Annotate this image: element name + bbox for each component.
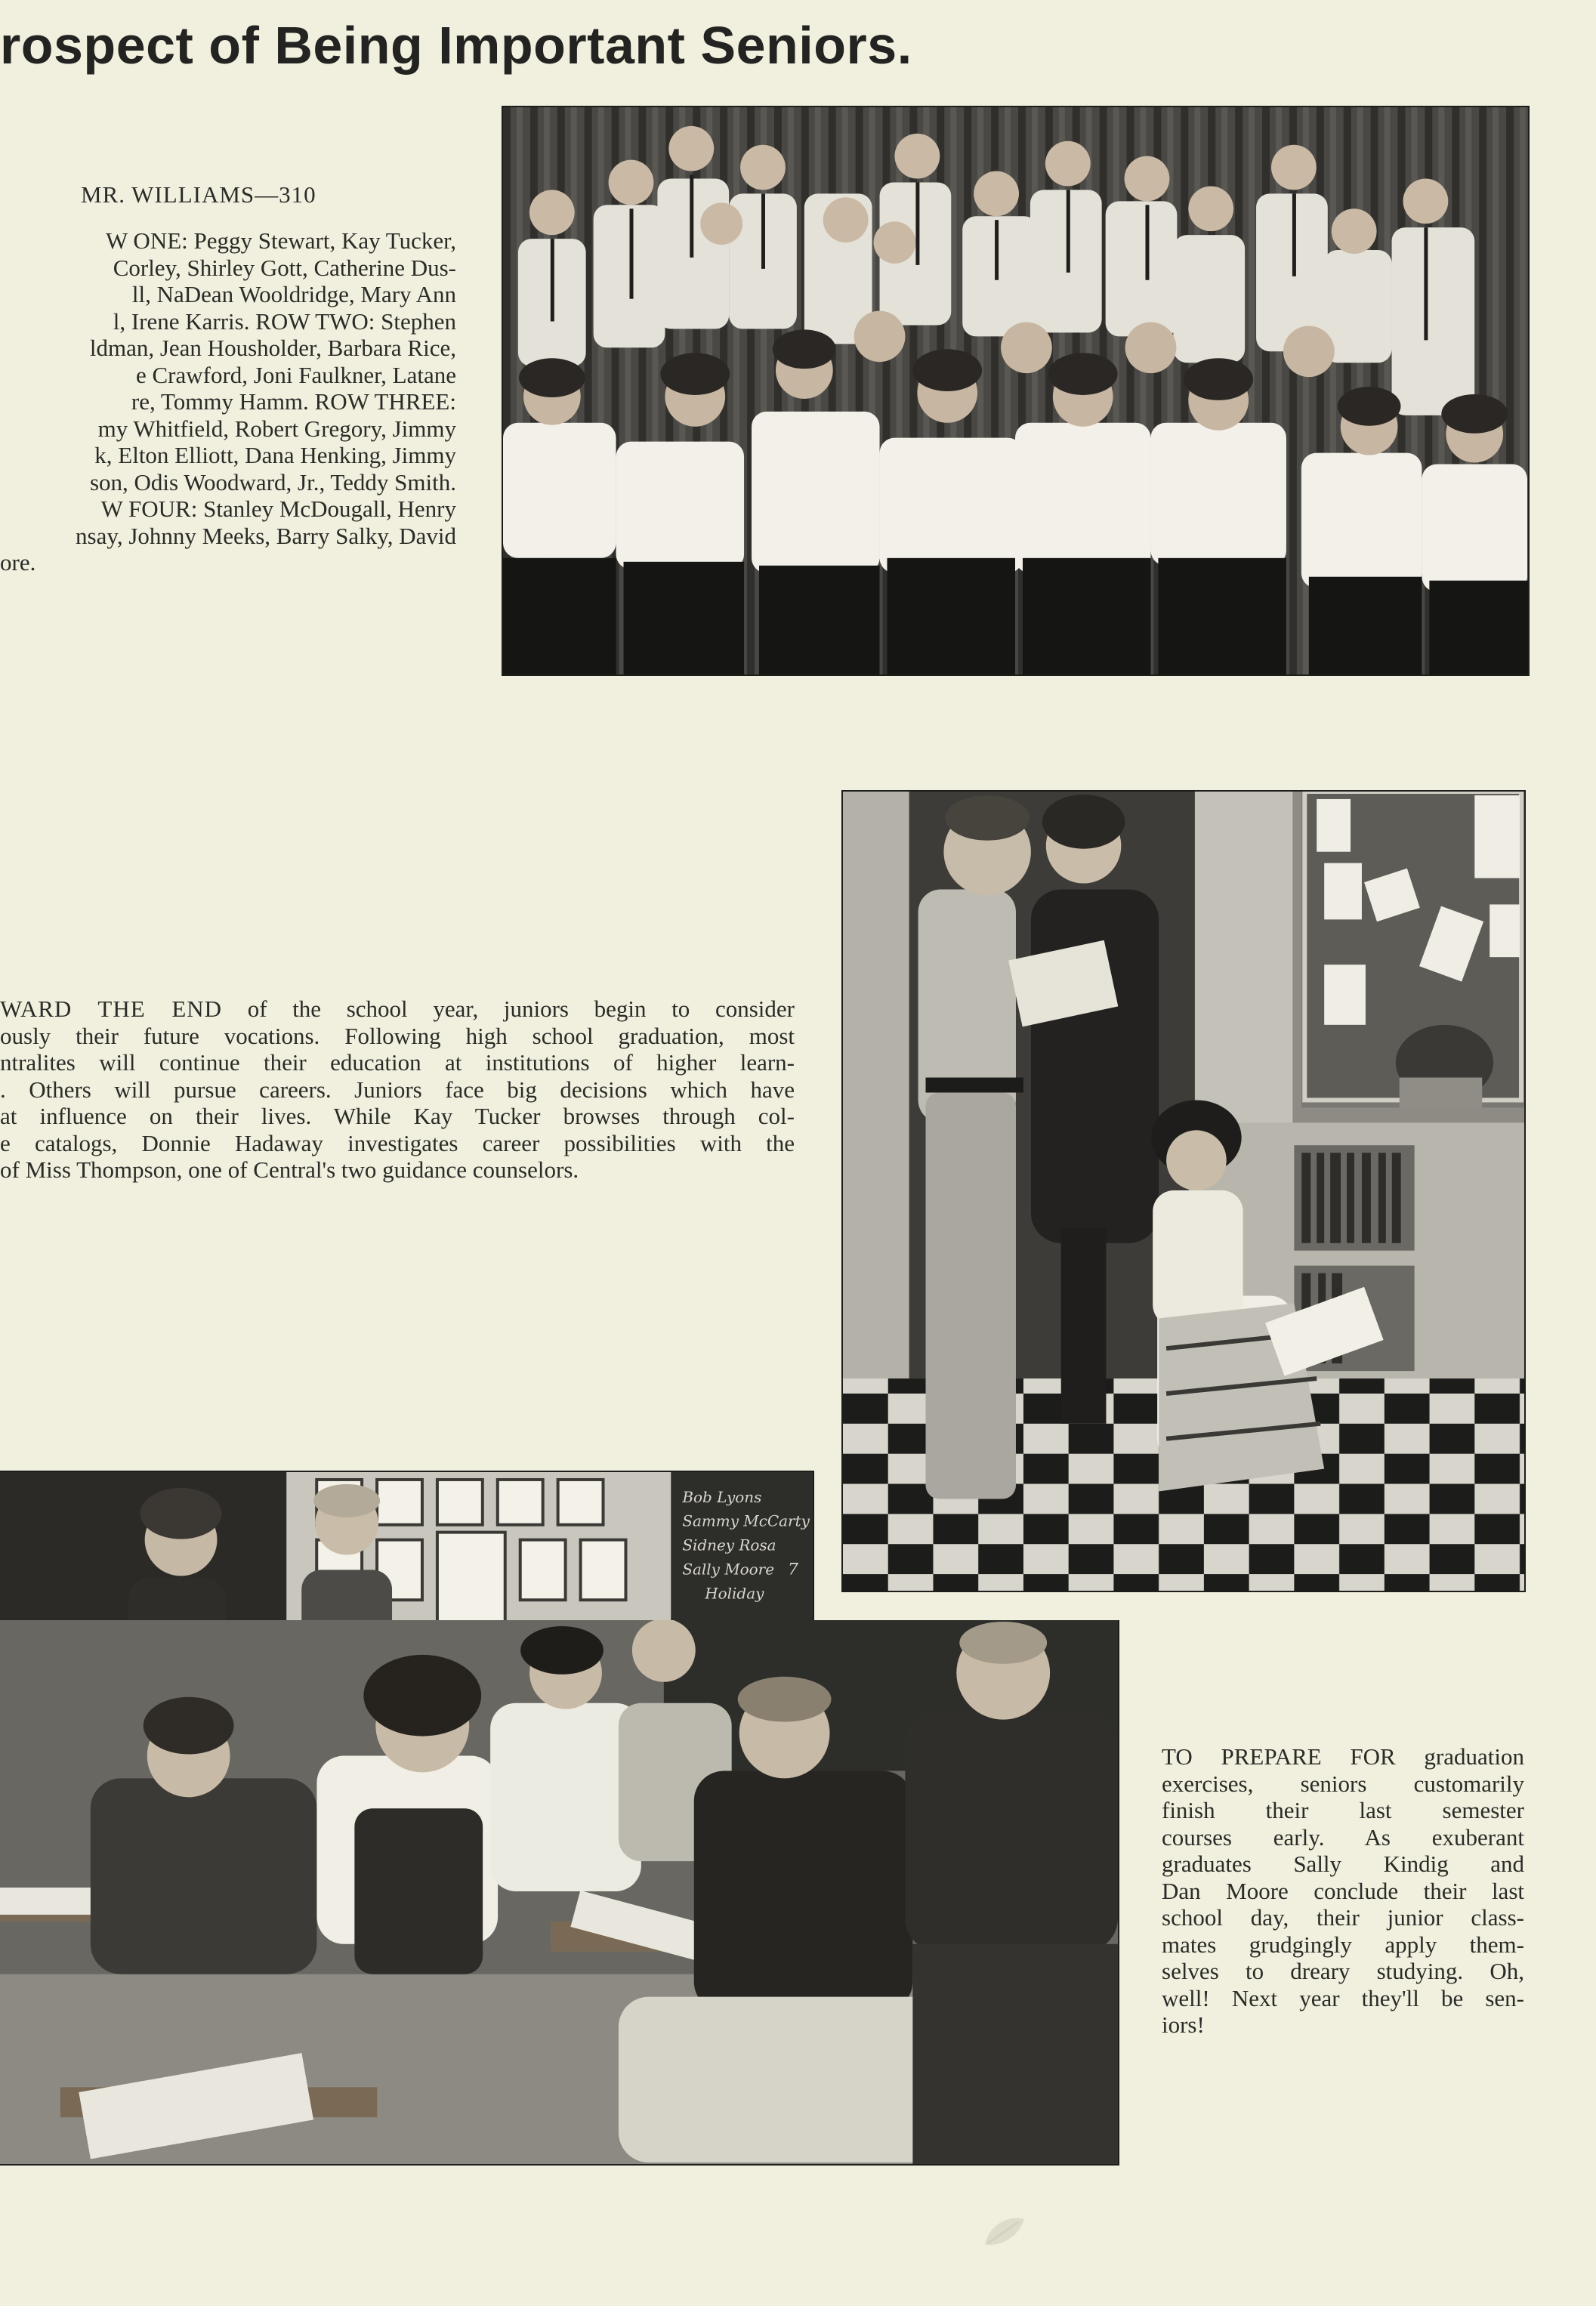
graduation-caption	[1162, 1743, 1524, 2039]
caption-line: ntralites will continue their education at institutions of higher learn-	[0, 1049, 795, 1076]
guidance-counselor-photo	[841, 790, 1526, 1592]
caption-line: well! Next year they'll be sen-	[1162, 1984, 1524, 2011]
caption-line: finish their last semester	[1162, 1797, 1524, 1823]
caption-line: of the school year, juniors begin to consider	[222, 996, 795, 1022]
roster-line: my Whitfield, Robert Gregory, Jimmy	[97, 415, 456, 442]
caption-lead-in: WARD THE END	[0, 996, 223, 1022]
class-group-photo-illustration	[503, 107, 1528, 675]
caption-line: iors!	[1162, 2011, 1205, 2038]
caption-line: ously their future vocations. Following high school graduation, most	[0, 1022, 795, 1049]
roster-line: re, Tommy Hamm. ROW THREE:	[131, 388, 456, 415]
caption-line: e catalogs, Donnie Hadaway investigates career possibilities with the	[0, 1129, 795, 1156]
roster-line: ldman, Jean Housholder, Barbara Rice,	[89, 335, 456, 361]
page-headline: rospect of Being Important Seniors.	[0, 16, 912, 75]
caption-line: mates grudgingly apply them-	[1162, 1931, 1524, 1958]
chalkboard-line: Bob Lyons	[682, 1488, 762, 1506]
roster-line: ll, NaDean Wooldridge, Mary Ann	[131, 281, 456, 307]
roster-line: son, Odis Woodward, Jr., Teddy Smith.	[89, 468, 456, 495]
vocations-caption	[0, 996, 795, 1184]
roster-line: Corley, Shirley Gott, Catherine Dus-	[113, 254, 456, 281]
classroom-photo-lower-illustration	[0, 1620, 1118, 2164]
chalkboard-line: Sally Moore	[682, 1560, 775, 1579]
caption-line: exercises, seniors customarily	[1162, 1770, 1524, 1797]
roster-line: W ONE: Peggy Stewart, Kay Tucker,	[105, 227, 456, 254]
caption-line: selves to dreary studying. Oh,	[1162, 1958, 1524, 1984]
classroom-photo-lower	[0, 1620, 1119, 2166]
class-group-photo	[502, 106, 1530, 676]
caption-line: of Miss Thompson, one of Central's two guidance counselors.	[0, 1156, 579, 1183]
caption-line: courses early. As exuberant	[1162, 1823, 1524, 1851]
caption-line: Dan Moore conclude their last	[1162, 1877, 1524, 1904]
caption-line: . Others will pursue careers. Juniors face big decisions which have	[0, 1076, 795, 1103]
chalkboard-number: 7	[788, 1560, 799, 1579]
chalkboard-line: Sidney Rosa	[682, 1536, 776, 1554]
roster-line: W FOUR: Stanley McDougall, Henry	[100, 495, 456, 522]
caption-line: at influence on their lives. While Kay Tucker browses through col-	[0, 1103, 795, 1129]
chalkboard-line: Holiday	[705, 1585, 764, 1603]
leaf-watermark-icon	[982, 2215, 1027, 2248]
roster-line: e Crawford, Joni Faulkner, Latane	[135, 361, 456, 388]
guidance-counselor-photo-illustration	[843, 792, 1524, 1591]
chalkboard-line: Sammy McCarty	[682, 1512, 810, 1530]
roster-line: l, Irene Karris. ROW TWO: Stephen	[113, 307, 456, 335]
roster-line: nsay, Johnny Meeks, Barry Salky, David	[76, 522, 456, 549]
caption-line: graduates Sally Kindig and	[1162, 1851, 1524, 1877]
homeroom-heading: MR. WILLIAMS—310	[81, 181, 316, 208]
roster-line: k, Elton Elliott, Dana Henking, Jimmy	[94, 442, 456, 468]
caption-line: TO PREPARE FOR graduation	[1162, 1743, 1524, 1770]
class-roster-caption	[0, 227, 456, 576]
caption-line: school day, their junior class-	[1162, 1904, 1524, 1931]
roster-line: ore.	[0, 549, 36, 576]
